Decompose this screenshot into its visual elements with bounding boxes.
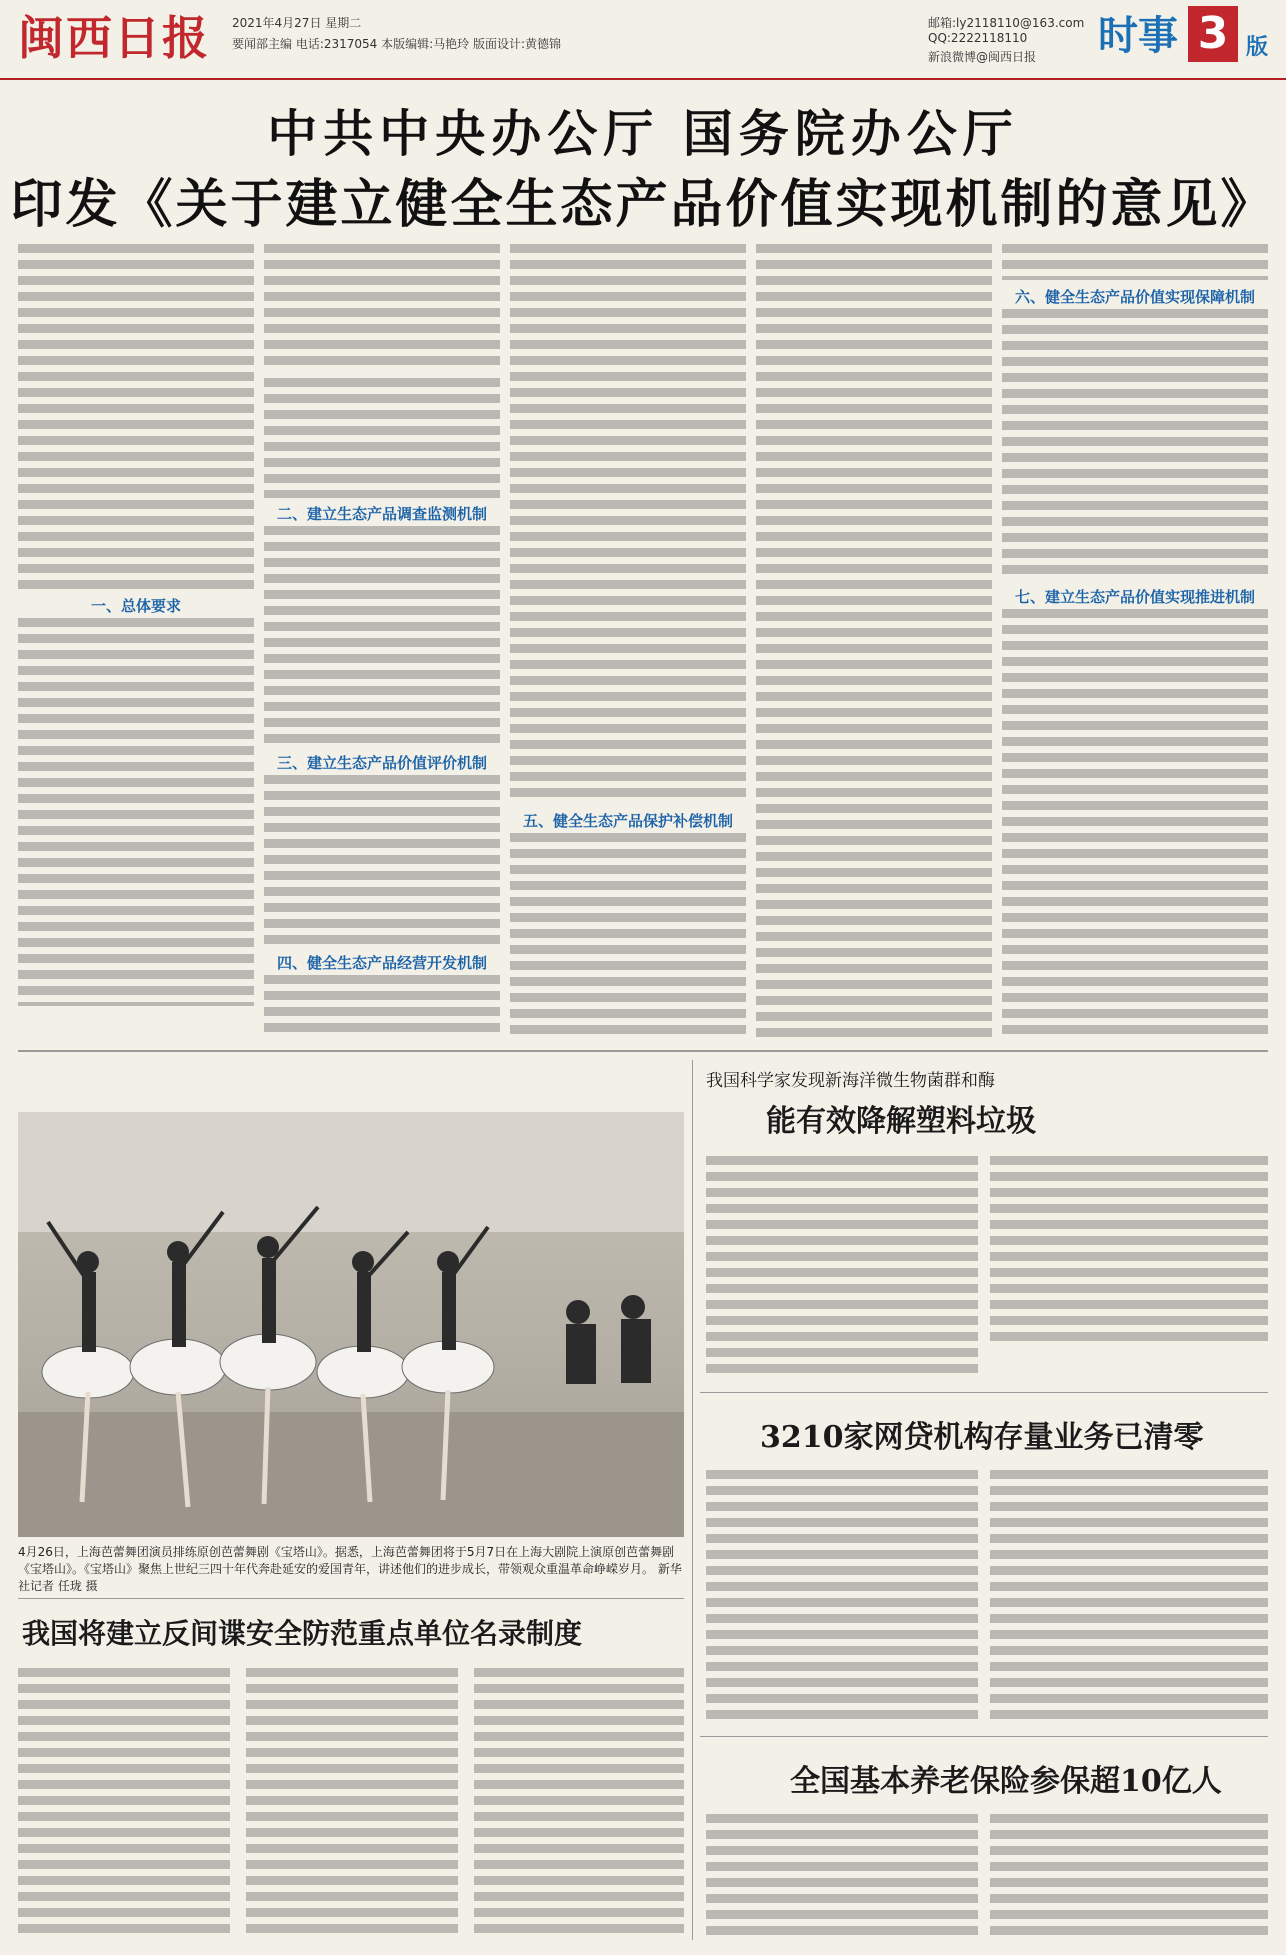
lead-body-col-3b (510, 833, 746, 1039)
newspaper-logo: 闽西日报 (18, 11, 210, 65)
photo-caption: 4月26日，上海芭蕾舞团演员排练原创芭蕾舞剧《宝塔山》。据悉，上海芭蕾舞团将于5月7日在上海大剧院上演原创芭蕾舞剧《宝塔山》。《宝塔山》聚焦上世纪三四十年代奔赴延安的爱国青年，讲述他们的进步成长，带领观众重温革命峥嵘岁月。 新华社记者 任珑 摄 (18, 1545, 682, 1593)
page-suffix: 版 (1246, 35, 1269, 60)
plastic-body-col-1 (706, 1156, 978, 1376)
p2p-body-col-2 (990, 1470, 1268, 1720)
lead-body-col-4 (756, 244, 992, 1039)
lead-body-col-5c (1002, 609, 1268, 1039)
issue-date: 2021年4月27日 星期二 (232, 16, 362, 30)
divider-p2p (700, 1736, 1268, 1737)
lead-body-col-2d (264, 775, 500, 947)
contact-email: 邮箱:ly2118110@163.com (928, 16, 1085, 30)
divider-security (18, 1598, 684, 1599)
p2p-body-col-1 (706, 1470, 978, 1720)
security-headline: 我国将建立反间谍安全防范重点单位名录制度 (22, 1617, 583, 1650)
ballet-dancers-illustration (18, 1112, 684, 1537)
pension-body-col-1 (706, 1814, 978, 1940)
lead-body-col-2 (264, 244, 500, 372)
security-body-col-1 (18, 1668, 230, 1940)
contact-weibo: 新浪微博@闽西日报 (928, 50, 1037, 64)
plastic-body-col-2 (990, 1156, 1268, 1341)
lead-subhead-7: 七、建立生态产品价值实现推进机制 (1014, 588, 1255, 606)
editor-info: 要闻部主编 电话:2317054 本版编辑:马艳玲 版面设计:黄德锦 (232, 37, 562, 51)
lead-body-col-5b (1002, 309, 1268, 581)
lead-headline-top: 中共中央办公厅 国务院办公厅 (267, 105, 1019, 163)
masthead (0, 0, 1286, 80)
lead-body-col-3 (510, 244, 746, 804)
lead-subhead-4: 四、健全生态产品经营开发机制 (276, 954, 487, 972)
lead-subhead-1: 一、总体要求 (90, 597, 181, 615)
lead-body-col-2c (264, 526, 500, 746)
plastic-kicker: 我国科学家发现新海洋微生物菌群和酶 (706, 1071, 995, 1091)
lead-headline-main: 印发《关于建立健全生态产品价值实现机制的意见》 (10, 175, 1276, 235)
pension-body-col-2 (990, 1814, 1268, 1940)
lead-subhead-6: 六、健全生态产品价值实现保障机制 (1014, 288, 1255, 306)
pension-headline: 全国基本养老保险参保超10亿人 (790, 1764, 1222, 1799)
lead-body-col-2e (264, 975, 500, 1039)
lead-subhead-2: 二、建立生态产品调查监测机制 (276, 505, 487, 523)
lead-body-col-1 (18, 244, 254, 589)
column-divider-vertical (692, 1060, 693, 1940)
lead-subhead-5: 五、健全生态产品保护补偿机制 (522, 812, 733, 830)
plastic-headline: 能有效降解塑料垃圾 (766, 1104, 1036, 1139)
lead-body-col-2b (264, 378, 500, 498)
p2p-headline: 3210家网贷机构存量业务已清零 (760, 1420, 1204, 1455)
lead-subhead-3: 三、建立生态产品价值评价机制 (276, 754, 487, 772)
lead-body-col-1b (18, 618, 254, 1006)
security-body-col-3 (474, 1668, 684, 1940)
divider-plastic (700, 1392, 1268, 1393)
ballet-rehearsal-photo (18, 1112, 684, 1537)
security-body-col-2 (246, 1668, 458, 1940)
page-number: 3 (1188, 6, 1238, 62)
contact-qq: QQ:2222118110 (928, 31, 1028, 45)
lead-body-col-5 (1002, 244, 1268, 280)
section-name: 时事 (1098, 13, 1178, 59)
section-divider (18, 1050, 1268, 1052)
